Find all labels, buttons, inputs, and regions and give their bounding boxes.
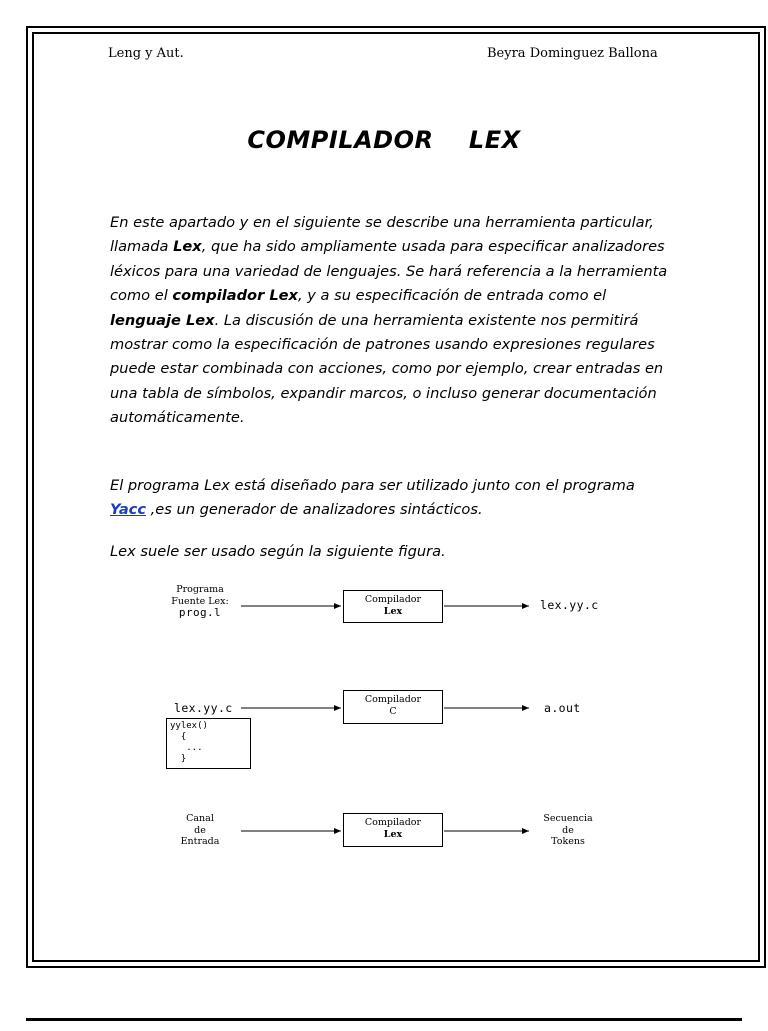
row1-input-line3: prog.l [178,606,222,619]
box-label: Compilador [364,817,422,828]
row3-output-line3: Tokens [551,836,585,847]
lex-compiler-box-2 [343,813,443,847]
figure-caption: Lex suele ser usado según la siguiente figura. [110,543,446,560]
row1-output: lex.yy.c [540,598,599,612]
row3-input-line2: de [194,824,206,836]
row1-input-line2: Fuente Lex: [171,595,229,607]
row3-input [165,813,235,848]
row3-output [533,813,603,848]
yacc-link[interactable]: Yacc [110,501,146,519]
row3-output-line2: de [562,824,574,836]
paragraph-text: El programa Lex está diseñado para ser utilizado junto con el programa [110,477,635,494]
paragraph-text: , que ha sido ampliamente usada para especificar analizadores léxicos para una variedad de lenguajes. Se hará referencia a la herramienta como el [110,238,668,305]
paragraph-text: ,es un generador de analizadores sintácticos. [146,501,483,519]
box-sublabel: C [389,706,397,717]
page-title: COMPILADOR LEX [247,126,521,154]
header-left: Leng y Aut. [108,46,184,61]
row2-input: lex.yy.c [174,701,233,715]
box-label: Compilador [364,594,422,605]
row2-output: a.out [544,701,581,715]
paragraph-text: En este apartado y en el siguiente se describe una herramienta particular, llamada [110,214,654,256]
box-sublabel: Lex [383,829,403,840]
bold-term-lenguaje-lex: lenguaje Lex [110,311,215,329]
box-label: Compilador [364,694,422,705]
row3-input-line3: Entrada [180,836,220,847]
header-right: Beyra Dominguez Ballona [487,46,658,61]
row3-input-line1: Canal [186,813,214,824]
row1-input [160,584,240,619]
bold-term-compilador-lex: compilador Lex [172,287,298,305]
paragraph-text: , y a su especificación de entrada como el [297,287,607,305]
row1-input-line1: Programa [176,584,224,595]
box-sublabel: Lex [383,606,403,617]
row3-output-line1: Secuencia [543,813,593,824]
lex-compiler-box [343,590,443,623]
code-snippet-box: yylex() { ... } [166,718,251,769]
c-compiler-box [343,690,443,724]
bold-term-lex: Lex [173,238,202,256]
paragraph-text: . La discusión de una herramienta existente nos permitirá mostrar como la especificación de patrones usando expresiones regulares puede estar combinada con acciones, como por ejemplo, crear entradas en una tabla de símbolos, expandir marcos, o incluso generar documentación automáticamente. [110,311,664,427]
